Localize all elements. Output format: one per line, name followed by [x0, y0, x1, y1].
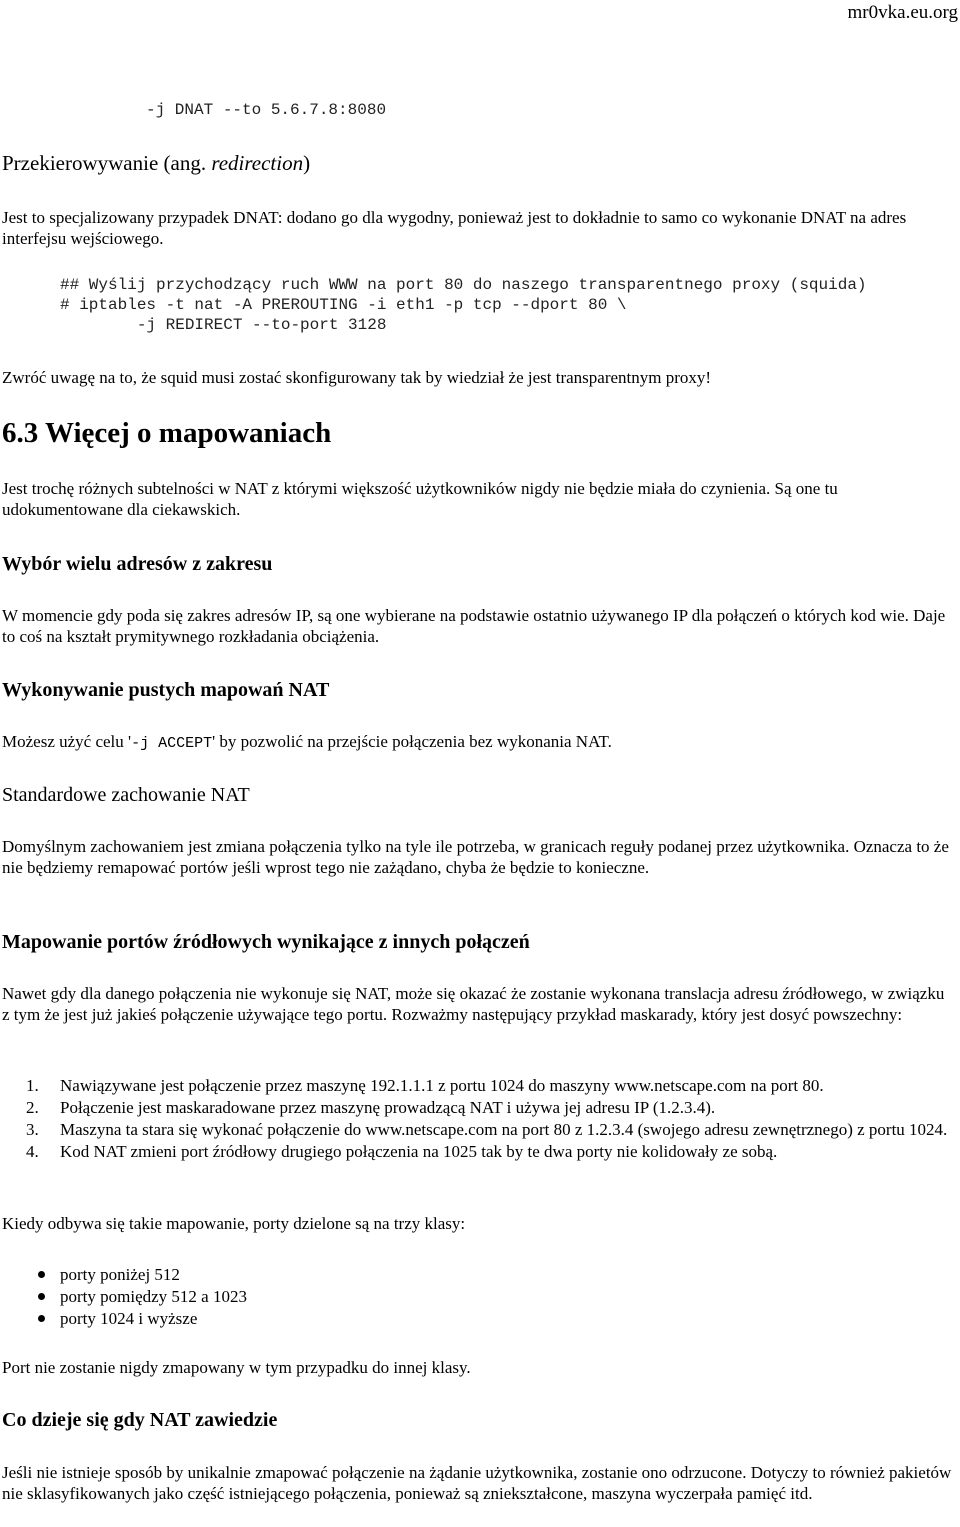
heading-standard: Standardowe zachowanie NAT [2, 784, 250, 806]
heading-nat-fail: Co dzieje się gdy NAT zawiedzie [2, 1409, 278, 1431]
paragraph-nat-fail: Jeśli nie istnieje sposób by unikalnie zmapować połączenie na żądanie użytkownika, zostanie ono odrzucone. Dotyczy to również pakietów nie sklasyfikowanych jako część istniejącego połączenia, ponieważ są zniekształcone, maszyna wyczerpała pamięć itd. [2, 1463, 952, 1503]
numbered-list [2, 1075, 954, 1163]
site-header: mr0vka.eu.org [847, 2, 958, 23]
paragraph-squid: Zwróć uwagę na to, że squid musi zostać skonfigurowany tak by wiedział że jest transparentnym proxy! [2, 368, 712, 387]
code-block-dnat: -j DNAT --to 5.6.7.8:8080 [146, 101, 387, 119]
list-item: 3. Maszyna ta stara się wykonać połączenie do www.netscape.com na port 80 z 1.2.3.4 (swojego adresu zewnętrznego) z portu 1024. [26, 1120, 948, 1139]
redirection-heading: Przekierowywanie (ang. redirection) [2, 151, 311, 175]
section-heading: 6.3 Więcej o mapowaniach [2, 417, 332, 449]
paragraph-classes: Kiedy odbywa się takie mapowanie, porty dzielone są na trzy klasy: [2, 1214, 466, 1233]
heading-range: Wybór wielu adresów z zakresu [2, 553, 273, 575]
paragraph-subtleties: Jest trochę różnych subtelności w NAT z którymi większość użytkowników nigdy nie będzie miała do czynienia. Są one tu udokumentowane dla ciekawskich. [2, 479, 838, 519]
heading-null-mapping: Wykonywanie pustych mapowań NAT [2, 679, 330, 701]
paragraph-source-ports: Nawet gdy dla danego połączenia nie wykonuje się NAT, może się okazać że zostanie wykonana translacja adresu źródłowego, w związku z tym że jest już jakieś połączenie używające tego portu. Rozważmy następujący przykład maskarady, który jest dosyć powszechny: [2, 984, 945, 1024]
heading-source-ports: Mapowanie portów źródłowych wynikające z innych połączeń [2, 931, 530, 953]
bullet-icon [38, 1271, 45, 1278]
list-item: 2. Połączenie jest maskaradowane przez maszynę prowadzącą NAT i używa jej adresu IP (1.2.3.4). [26, 1098, 716, 1117]
list-item: porty 1024 i wyższe [2, 1308, 902, 1329]
paragraph-standard: Domyślnym zachowaniem jest zmiana połączenia tylko na tyle ile potrzeba, w granicach reguły podanej przez użytkownika. Oznacza to że nie będziemy remapować portów jeśli wprost tego nie zażądano, chyba że będzie to konieczne. [2, 837, 949, 877]
bullet-list [2, 1264, 902, 1330]
list-item: 1. Nawiązywane jest połączenie przez maszynę 192.1.1.1 z portu 1024 do maszyny www.netscape.com na port 80. [26, 1076, 824, 1095]
bullet-icon [38, 1315, 45, 1322]
list-item: porty pomiędzy 512 a 1023 [2, 1286, 902, 1307]
paragraph-null-mapping: Możesz użyć celu '-j ACCEPT' by pozwolić na przejście połączenia bez wykonania NAT. [2, 732, 612, 752]
code-block-redirect: ## Wyślij przychodzący ruch WWW na port 80 do naszego transparentnego proxy (squida) # iptables -t nat -A PREROUTING -i eth1 -p tcp --dport 80 \ -j REDIRECT --to-port 3128 [60, 276, 867, 334]
bullet-icon [38, 1293, 45, 1300]
paragraph-range: W momencie gdy poda się zakres adresów IP, są one wybierane na podstawie ostatnio używanego IP dla połączeń o których kod wie. Daje to coś na kształt prymitywnego rozkładania obciążenia. [2, 606, 946, 646]
list-item: 4. Kod NAT zmieni port źródłowy drugiego połączenia na 1025 tak by te dwa porty nie kolidowały ze sobą. [26, 1142, 778, 1161]
list-item: porty poniżej 512 [2, 1264, 902, 1285]
paragraph-redirect: Jest to specjalizowany przypadek DNAT: dodano go dla wygodny, ponieważ jest to dokładnie to samo co wykonanie DNAT na adres interfejsu wejściowego. [2, 208, 907, 248]
paragraph-port-class: Port nie zostanie nigdy zmapowany w tym przypadku do innej klasy. [2, 1358, 471, 1377]
inline-code: -j ACCEPT [131, 735, 213, 752]
